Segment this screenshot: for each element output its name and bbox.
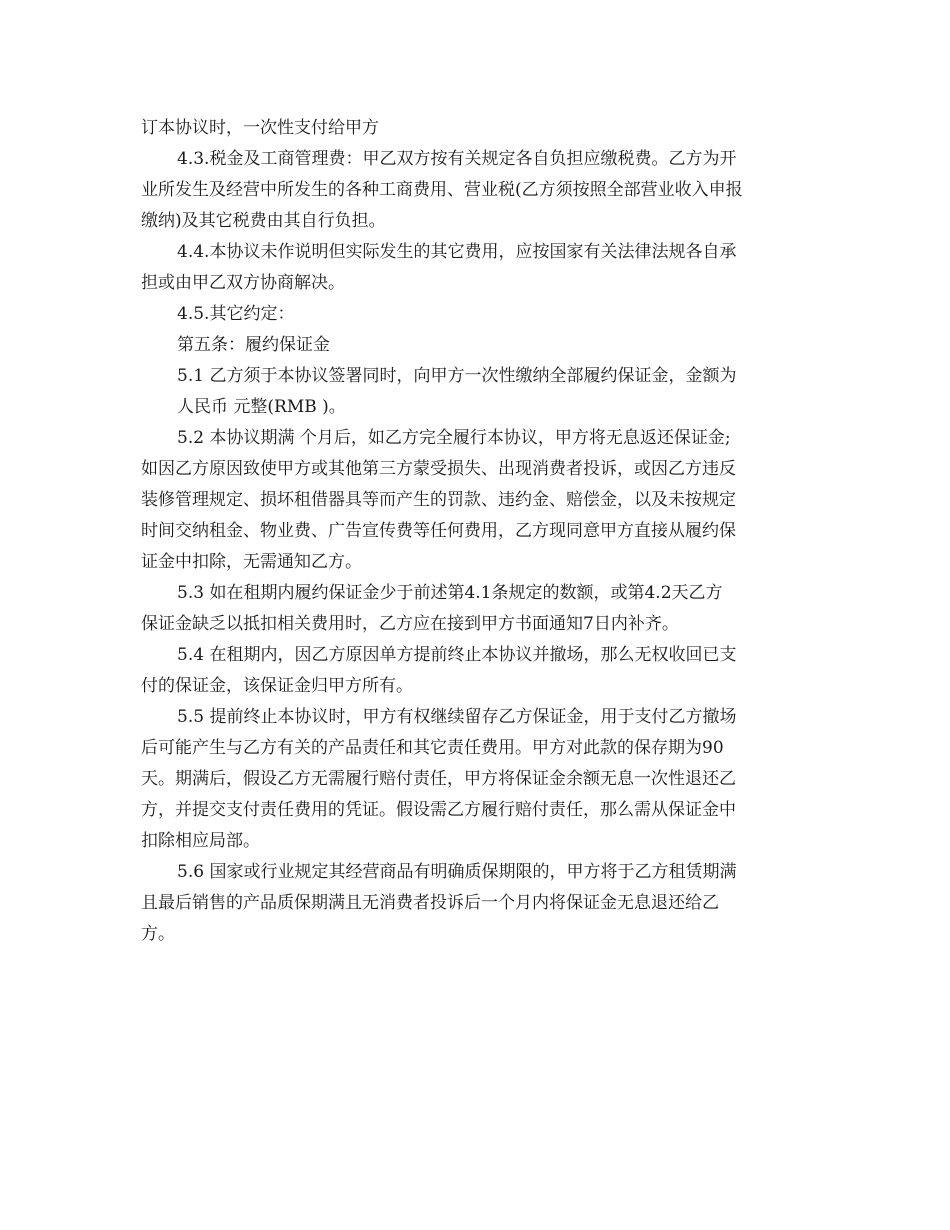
text-line: 时间交纳租金、物业费、广告宣传费等任何费用，乙方现同意甲方直接从履约保 [141,521,736,541]
text-line: 装修管理规定、损坏租借器具等而产生的罚款、违约金、赔偿金，以及未按规定 [141,490,736,510]
text-line: 方。 [141,924,175,944]
text-line: 后可能产生与乙方有关的产品责任和其它责任费用。甲方对此款的保存期为90 [141,738,724,758]
text-line: 证金中扣除，无需通知乙方。 [141,552,362,572]
text-line: 订本协议时，一次性支付给甲方 [141,118,379,138]
text-line: 方，并提交支付责任费用的凭证。假设需乙方履行赔付责任，那么需从保证金中 [141,800,736,820]
text-line: 担或由甲乙双方协商解决。 [141,273,345,293]
text-line: 4.4.本协议未作说明但实际发生的其它费用，应按国家有关法律法规各自承 [177,242,737,262]
text-line: 5.3 如在租期内履约保证金少于前述第4.1条规定的数额，或第4.2天乙方 [177,583,723,603]
text-line: 人民币 元整(RMB )。 [177,397,346,417]
text-line: 扣除相应局部。 [141,831,260,851]
text-line: 业所发生及经营中所发生的各种工商费用、营业税(乙方须按照全部营业收入申报 [141,180,743,200]
text-line: 5.2 本协议期满 个月后，如乙方完全履行本协议，甲方将无息返还保证金; [177,428,731,448]
text-line: 5.1 乙方须于本协议签署同时，向甲方一次性缴纳全部履约保证金，金额为 [177,366,737,386]
document-body [141,113,821,950]
text-line: 缴纳)及其它税费由其自行负担。 [141,211,386,231]
text-line: 付的保证金，该保证金归甲方所有。 [141,676,413,696]
text-line: 如因乙方原因致使甲方或其他第三方蒙受损失、出现消费者投诉，或因乙方违反 [141,459,736,479]
text-line: 且最后销售的产品质保期满且无消费者投诉后一个月内将保证金无息退还给乙 [141,893,719,913]
text-line: 保证金缺乏以抵扣相关费用时，乙方应在接到甲方书面通知7日内补齐。 [141,614,679,634]
section-heading: 第五条：履约保证金 [177,335,330,355]
text-line: 4.5.其它约定： [177,304,295,324]
text-line: 天。期满后，假设乙方无需履行赔付责任，甲方将保证金余额无息一次性退还乙 [141,769,736,789]
text-line: 4.3.税金及工商管理费：甲乙双方按有关规定各自负担应缴税费。乙方为开 [177,149,737,169]
text-line: 5.6 国家或行业规定其经营商品有明确质保期限的，甲方将于乙方租赁期满 [177,862,737,882]
text-line: 5.4 在租期内，因乙方原因单方提前终止本协议并撤场，那么无权收回已支 [177,645,737,665]
text-line: 5.5 提前终止本协议时，甲方有权继续留存乙方保证金，用于支付乙方撤场 [177,707,737,727]
